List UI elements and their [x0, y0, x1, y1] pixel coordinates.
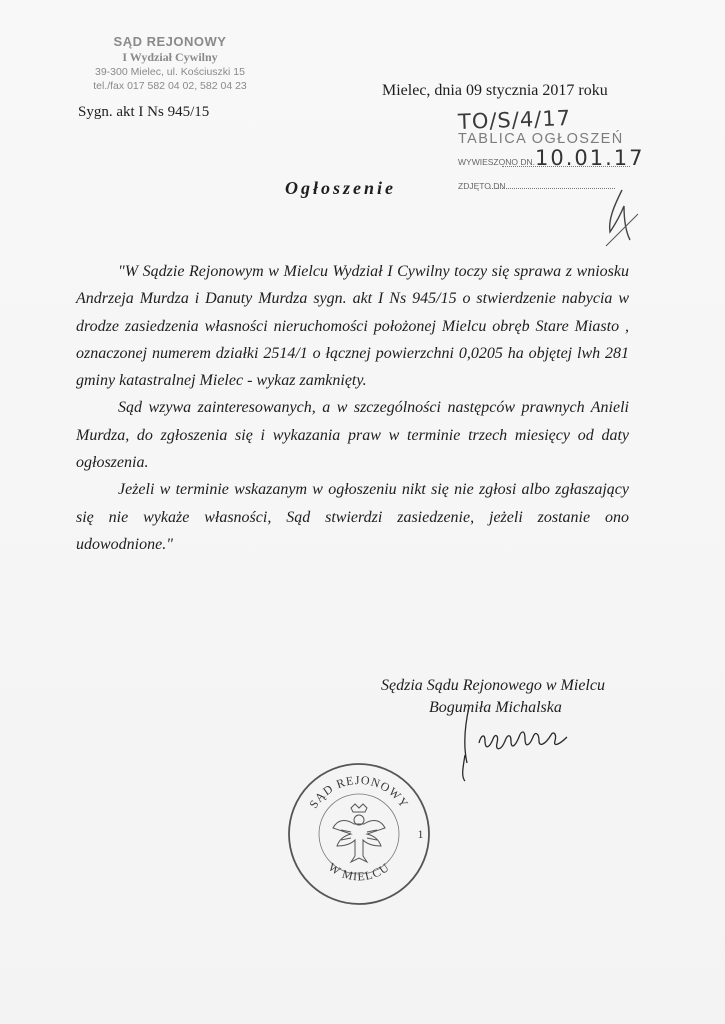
place-date: Mielec, dnia 09 stycznia 2017 roku [382, 82, 608, 99]
court-seal [285, 760, 433, 908]
board-handwritten-number: TO/S/4/17 [457, 106, 572, 134]
svg-text:W MIELCU [326, 860, 392, 884]
letterhead-court: SĄD REJONOWY [113, 34, 227, 49]
handwritten-signature [455, 705, 585, 785]
signatory-name: Bogumiła Michalska [429, 699, 562, 716]
letterhead-phone: tel./fax 017 582 04 02, 582 04 23 [93, 80, 247, 92]
signatory-title: Sędzia Sądu Rejonowego w Mielcu [381, 677, 605, 694]
svg-text:SĄD REJONOWY [306, 773, 411, 811]
paragraph-1: "W Sądzie Rejonowym w Mielcu Wydział I Cywilny toczy się sprawa z wniosku Andrzeja Murdza i Danuty Murdza sygn. akt I Ns 945/15 o stwierdzenie nabycia w drodze zasiedzenia własności nieruchomości położonej Mielcu obręb Stare Miasto , oznaczonej numerem działki 2514/1 o łącznej powierzchni 0,0205 ha objętej lwh 281 gminy katastralnej Mielec - wykaz zamknięty. [76, 263, 629, 390]
letterhead-division: I Wydział Cywilny [122, 50, 218, 64]
letterhead-address: 39-300 Mielec, ul. Kościuszki 15 [95, 66, 245, 78]
seal-top-text: SĄD REJONOWY [306, 772, 412, 811]
paragraph-3: Jeżeli w terminie wskazanym w ogłoszeniu nikt się nie zgłosi albo zgłaszający się nie wykaże własności, Sąd stwierdzi zasiedzenie, jeżeli zostanie ono udowodnione." [76, 481, 629, 553]
case-reference: Sygn. akt I Ns 945/15 [78, 104, 210, 120]
letterhead-stamp [80, 34, 260, 93]
eagle-emblem [333, 804, 385, 862]
board-posted-label: WYWIESZONO DN. [458, 157, 535, 167]
board-removed-label: ZDJĘTO DN. [458, 181, 508, 191]
notice-heading: Ogłoszenie [285, 178, 396, 198]
board-stamp-title: TABLICA OGŁOSZEŃ [458, 131, 624, 147]
board-posted-date: 10.01.17 [535, 146, 645, 170]
seal-bottom-text: W MIELCU [325, 859, 393, 884]
paragraph-2: Sąd wzywa zainteresowanych, a w szczególności następców prawnych Anieli Murdza, do zgłoszenia się i wykazania praw w terminie trzech miesięcy od daty ogłoszenia. [76, 399, 629, 472]
seal-number: 1 [417, 827, 425, 841]
removed-dotted-line [490, 188, 615, 189]
notice-body [76, 258, 629, 558]
initials-mark [600, 186, 644, 256]
